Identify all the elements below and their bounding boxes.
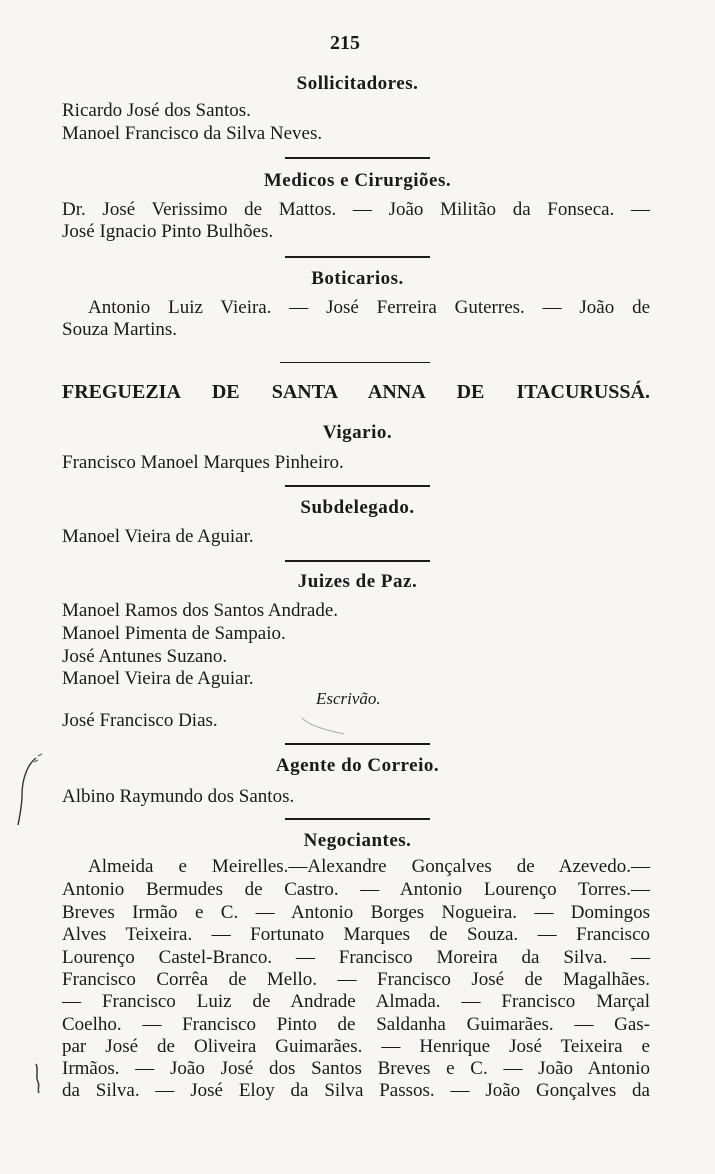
section-divider: [285, 157, 430, 159]
text-line: José Antunes Suzano.: [62, 646, 228, 667]
text-line: Manoel Vieira de Aguiar.: [62, 526, 254, 547]
heading-subdelegado: Subdelegado.: [300, 497, 415, 518]
text-line: Francisco Corrêa de Mello. — Francisco José de Magalhães.: [62, 969, 650, 990]
text-line: Souza Martins.: [62, 319, 178, 340]
text-line: Dr. José Verissimo de Mattos. — João Militão da Fonseca. —: [62, 199, 650, 220]
parish-title: FREGUEZIA DE SANTA ANNA DE ITACURUSSÁ.: [62, 381, 650, 403]
text-line: par José de Oliveira Guimarães. — Henrique José Teixeira e: [62, 1036, 650, 1057]
ink-mark-icon: [30, 1060, 46, 1096]
heading-juizes: Juizes de Paz.: [297, 571, 418, 592]
text-line: Ricardo José dos Santos.: [62, 100, 251, 121]
section-divider: [285, 256, 430, 258]
text-line: Irmãos. — João José dos Santos Breves e C. — João Antonio: [62, 1058, 650, 1079]
heading-negociantes: Negociantes.: [303, 830, 412, 851]
text-line: Manoel Pimenta de Sampaio.: [62, 623, 286, 644]
heading-medicos: Medicos e Cirurgiões.: [263, 170, 452, 191]
text-line: — Francisco Luiz de Andrade Almada. — Francisco Marçal: [62, 991, 650, 1012]
heading-correio: Agente do Correio.: [275, 755, 440, 776]
text-line: Antonio Luiz Vieira. — José Ferreira Guterres. — João de: [88, 297, 650, 318]
page-number: 215: [330, 32, 360, 54]
section-divider: [285, 818, 430, 820]
heading-sollicitadores: Sollicitadores.: [296, 73, 419, 94]
text-line: Albino Raymundo dos Santos.: [62, 786, 295, 807]
section-divider: [285, 743, 430, 745]
escrivao-label: Escrivão.: [316, 689, 381, 708]
text-line: da Silva. — José Eloy da Silva Passos. — João Gonçalves da: [62, 1080, 650, 1101]
text-line: José Francisco Dias.: [62, 710, 218, 731]
text-line: Almeida e Meirelles.—Alexandre Gonçalves de Azevedo.—: [88, 856, 650, 877]
text-line: Manoel Ramos dos Santos Andrade.: [62, 600, 339, 621]
text-line: Manoel Vieira de Aguiar.: [62, 668, 254, 689]
section-divider: [285, 560, 430, 562]
ink-smudge-icon: [298, 712, 348, 738]
text-line: Alves Teixeira. — Fortunato Marques de Souza. — Francisco: [62, 924, 650, 945]
text-line: Lourenço Castel-Branco. — Francisco Moreira da Silva. —: [62, 947, 650, 968]
text-line: Breves Irmão e C. — Antonio Borges Nogueira. — Domingos: [62, 902, 650, 923]
section-divider: [285, 485, 430, 487]
text-line: José Ignacio Pinto Bulhões.: [62, 221, 274, 242]
section-divider: [280, 362, 430, 363]
heading-vigario: Vigario.: [322, 422, 393, 443]
ink-mark-icon: [8, 750, 48, 830]
text-line: Manoel Francisco da Silva Neves.: [62, 123, 323, 144]
heading-boticarios: Boticarios.: [311, 268, 404, 289]
text-line: Antonio Bermudes de Castro. — Antonio Lourenço Torres.—: [62, 879, 650, 900]
text-line: Francisco Manoel Marques Pinheiro.: [62, 452, 344, 473]
text-line: Coelho. — Francisco Pinto de Saldanha Guimarães. — Gas-: [62, 1014, 650, 1035]
